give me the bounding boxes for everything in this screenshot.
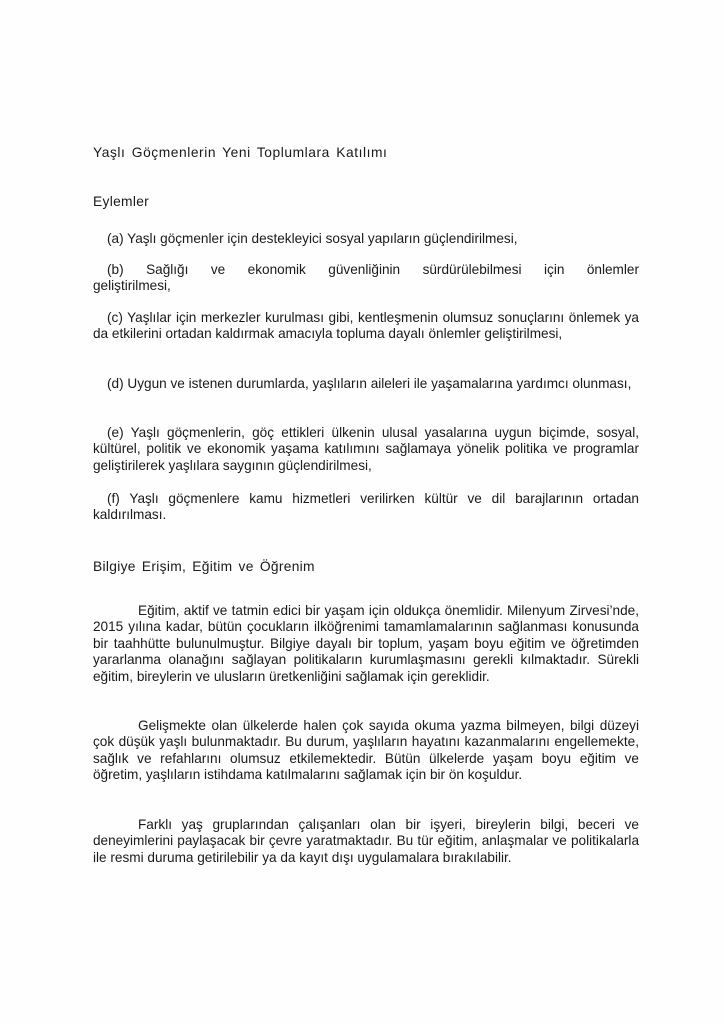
action-item-e: (e) Yaşlı göçmenlerin, göç ettikleri ülkenin ulusal yasalarına uygun biçimde, sosyal, kültürel, politik ve ekonomik yaşama katılımını sağlamaya yönelik politika ve programlar geliştirilerek yaşlılara saygının güçlendirilmesi, (93, 425, 639, 473)
page-title: Yaşlı Göçmenlerin Yeni Toplumlara Katılımı (93, 145, 388, 160)
section-heading-actions: Eylemler (93, 194, 150, 209)
paragraph-2: Gelişmekte olan ülkelerde halen çok sayıda okuma yazma bilmeyen, bilgi düzeyi çok düşük yaşlı bulunmaktadır. Bu durum, yaşlıların hayatını kazanmalarını engellemekte, sağlık ve refahlarını olumsuz etkilemektedir. Bütün ülkelerde yaşam boyu eğitim ve öğretim, yaşlıların istihdama katılmalarını sağlamak için bir ön koşuldur. (93, 718, 639, 783)
action-item-b: (b) Sağlığı ve ekonomik güvenliğinin sürdürülebilmesi için önlemler geliştirilmesi, (93, 262, 639, 294)
action-item-f: (f) Yaşlı göçmenlere kamu hizmetleri verilirken kültür ve dil barajlarının ortadan kaldırılması. (93, 491, 639, 523)
paragraph-3: Farklı yaş gruplarından çalışanları olan bir işyeri, bireylerin bilgi, beceri ve deneyimlerini paylaşacak bir çevre yaratmaktadır. Bu tür eğitim, anlaşmalar ve politikalarla ile resmi duruma getirilebilir ya da kayıt dışı uygulamalara bırakılabilir. (93, 817, 639, 865)
action-item-d: (d) Uygun ve istenen durumlarda, yaşlıların aileleri ile yaşamalarına yardımcı olunması, (107, 376, 632, 391)
section-heading-education: Bilgiye Erişim, Eğitim ve Öğrenim (93, 559, 315, 574)
action-item-a: (a) Yaşlı göçmenler için destekleyici sosyal yapıların güçlendirilmesi, (107, 231, 518, 246)
paragraph-1: Eğitim, aktif ve tatmin edici bir yaşam için oldukça önemlidir. Milenyum Zirvesi’nde, 2015 yılına kadar, bütün çocukların ilköğrenimi tamamlamalarının sağlanması konusunda bir taahhütte bulunulmuştur. Bilgiye dayalı bir toplum, yaşam boyu eğitim ve öğretimden yararlanma olanağını sağlayan politikaların kurumlaşmasını gerekli kılmaktadır. Sürekli eğitim, bireylerin ve ulusların üretkenliğini sağlamak için gereklidir. (93, 603, 639, 684)
action-item-c: (c) Yaşlılar için merkezler kurulması gibi, kentleşmenin olumsuz sonuçlarını önlemek ya da etkilerini ortadan kaldırmak amacıyla topluma dayalı önlemler geliştirilmesi, (93, 310, 639, 342)
